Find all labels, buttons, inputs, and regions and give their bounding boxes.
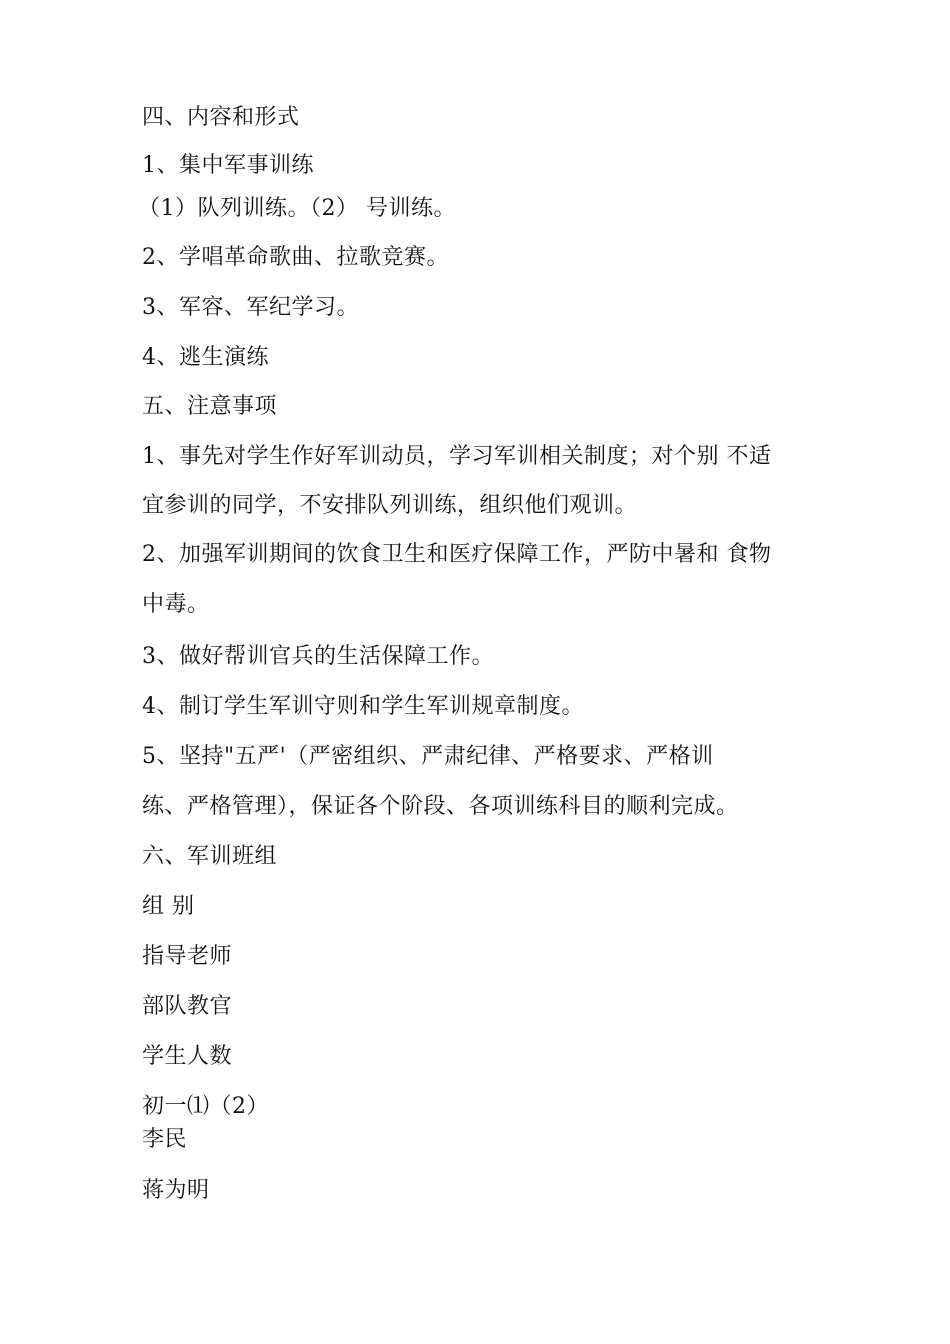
- item-military-training: 1、集中军事训练: [142, 153, 314, 178]
- note-5-line-1: 5、坚持"五严'（严密组织、严肃纪律、严格要求、严格训: [142, 744, 714, 769]
- section-heading-notes: 五、注意事项: [142, 394, 278, 419]
- instructor-teacher-label: 指导老师: [142, 944, 233, 969]
- section-heading-content-form: 四、内容和形式: [142, 105, 300, 130]
- item-training-types: （1）队列训练。（2） 号训练。: [138, 196, 456, 221]
- item-escape-drill: 4、逃生演练: [142, 345, 269, 370]
- note-5-line-2: 练、严格管理），保证各个阶段、各项训练科目的顺利完成。: [142, 794, 739, 819]
- note-2-line-1: 2、加强军训期间的饮食卫生和医疗保障工作，严防中暑和 食物: [142, 542, 772, 567]
- note-2-line-2: 中毒。: [142, 592, 210, 617]
- officer-name: 蒋为明: [142, 1178, 210, 1203]
- group-label: 组 别: [142, 894, 195, 919]
- army-instructor-label: 部队教官: [142, 994, 233, 1019]
- class-name: 初一⑴（2）: [142, 1094, 269, 1119]
- note-1-line-1: 1、事先对学生作好军训动员，学习军训相关制度；对个别 不适: [142, 444, 772, 469]
- section-heading-groups: 六、军训班组: [142, 844, 278, 869]
- item-singing: 2、学唱革命歌曲、拉歌竞赛。: [142, 245, 449, 270]
- note-4: 4、制订学生军训守则和学生军训规章制度。: [142, 694, 584, 719]
- student-count-label: 学生人数: [142, 1044, 233, 1069]
- item-discipline-study: 3、军容、军纪学习。: [142, 295, 359, 320]
- note-3: 3、做好帮训官兵的生活保障工作。: [142, 644, 494, 669]
- note-1-line-2: 宜参训的同学，不安排队列训练，组织他们观训。: [142, 493, 638, 518]
- teacher-name: 李民: [142, 1127, 188, 1152]
